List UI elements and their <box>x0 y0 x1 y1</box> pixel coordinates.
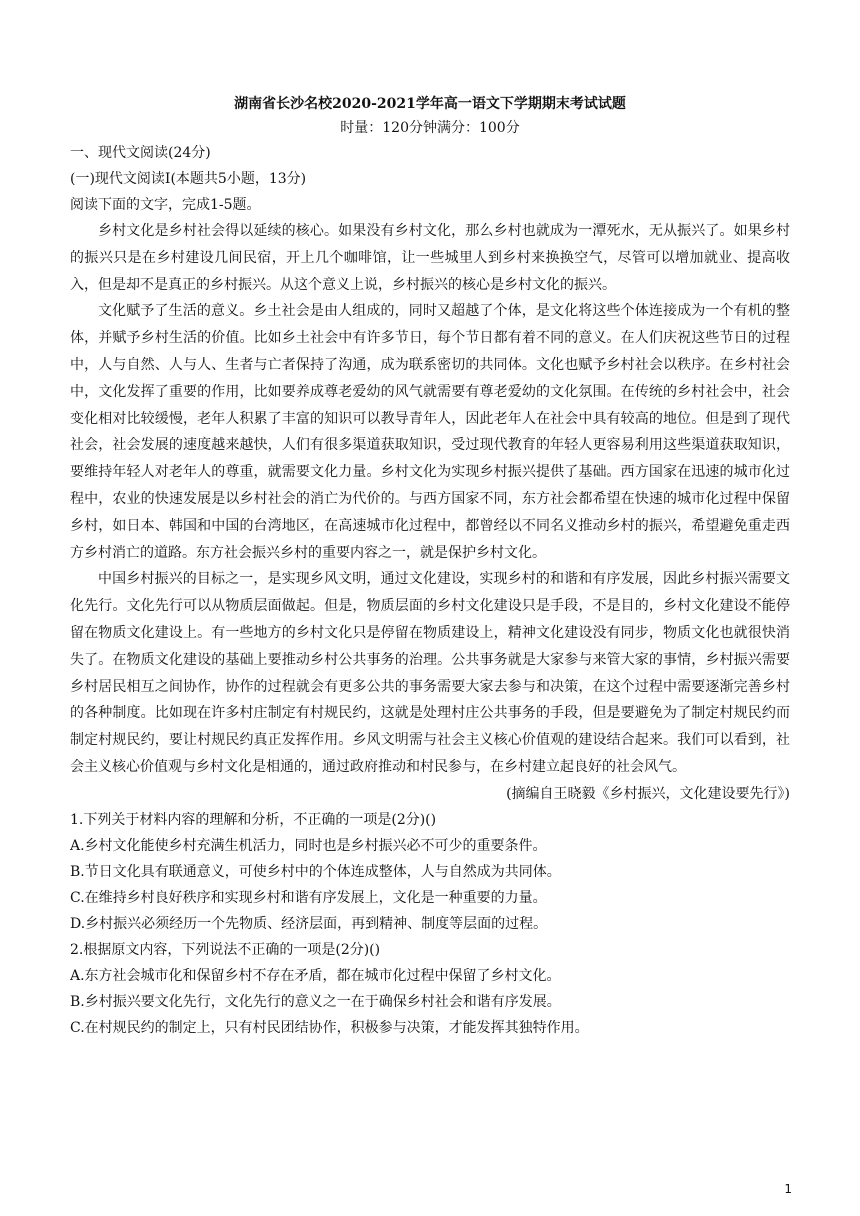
subsection-heading: (一)现代文阅读Ⅰ(本题共5小题，13分) <box>70 171 307 187</box>
option-a: A.东方社会城市化和保留乡村不存在矛盾，都在城市化过程中保留了乡村文化。 <box>70 967 561 984</box>
option-c: C.在村规民约的制定上，只有村民团结协作，积极参与决策，才能发挥其独特作用。 <box>70 1019 589 1036</box>
document-title: 湖南省长沙名校2020-2021学年高一语文下学期期末考试试题 <box>234 96 626 112</box>
option-d: D.乡村振兴必须经历一个先物质、经济层面，再到精神、制度等层面的过程。 <box>70 915 548 932</box>
option-c: C.在维持乡村良好秩序和实现乡村和谐有序发展上，文化是一种重要的力量。 <box>70 889 547 906</box>
section-heading: 一、现代文阅读(24分) <box>70 145 211 161</box>
option-b: B.节日文化具有联通意义，可使乡村中的个体连成整体，人与自然成为共同体。 <box>70 863 561 880</box>
question-2 <box>70 937 790 1041</box>
passage-paragraph: 乡村文化是乡村社会得以延续的核心。如果没有乡村文化，那么乡村也就成为一潭死水，无从振兴了。如果乡村的振兴只是在乡村建设几间民宿，开上几个咖啡馆，让一些城里人到乡村来换换空气，尽管可以增加就业、提高收入，但是却不是真正的乡村振兴。从这个意义上说，乡村振兴的核心是乡村文化的振兴。 <box>70 223 790 293</box>
question-1 <box>70 807 790 937</box>
option-a: A.乡村文化能使乡村充满生机活力，同时也是乡村振兴必不可少的重要条件。 <box>70 837 547 854</box>
question-stem: 2.根据原文内容，下列说法不正确的一项是(2分)() <box>70 941 381 958</box>
option-b: B.乡村振兴要文化先行，文化先行的意义之一在于确保乡村社会和谐有序发展。 <box>70 993 561 1010</box>
question-stem: 1.下列关于材料内容的理解和分析，不正确的一项是(2分)() <box>70 811 437 828</box>
passage-paragraph: 中国乡村振兴的目标之一，是实现乡风文明，通过文化建设，实现乡村的和谐和有序发展，因此乡村振兴需要文化先行。文化先行可以从物质层面做起。但是，物质层面的乡村文化建设只是手段，不是目的，乡村文化建设不能停留在物质文化建设上。有一些地方的乡村文化只是停留在物质建设上，精神文化建设没有同步，物质文化也就很快消失了。在物质文化建设的基础上要推动乡村公共事务的治理。公共事务就是大家参与来管大家的事情，乡村振兴需要乡村居民相互之间协作，协作的过程就会有更多公共的事务需要大家去参与和决策，在这个过程中需要逐渐完善乡村的各种制度。比如现在许多村庄制定有村规民约，这就是处理村庄公共事务的手段，但是要避免为了制定村规民约而制定村规民约，要让村规民约真正发挥作用。乡风文明需与社会主义核心价值观的建设结合起来。我们可以看到，社会主义核心价值观与乡村文化是相通的，通过政府推动和村民参与，在乡村建立起良好的社会风气。 <box>70 571 790 775</box>
exam-info: 时量：120分钟满分：100分 <box>340 120 520 136</box>
passage-paragraph: 文化赋予了生活的意义。乡土社会是由人组成的，同时又超越了个体，是文化将这些个体连接成为一个有机的整体，并赋予乡村生活的价值。比如乡土社会中有许多节日，每个节日都有着不同的意义。在人们庆祝这些节日的过程中，人与自然、人与人、生者与亡者保持了沟通，成为联系密切的共同体。文化也赋予乡村社会以秩序。在乡村社会中，文化发挥了重要的作用，比如要养成尊老爱幼的风气就需要有尊老爱幼的文化氛围。在传统的乡村社会中，社会变化相对比较缓慢，老年人积累了丰富的知识可以教导青年人，因此老年人在社会中具有较高的地位。但是到了现代社会，社会发展的速度越来越快，人们有很多渠道获取知识，受过现代教育的年轻人更容易利用这些渠道获取知识，要维持年轻人对老年人的尊重，就需要文化力量。乡村文化为实现乡村振兴提供了基础。西方国家在迅速的城市化过程中，农业的快速发展是以乡村社会的消亡为代价的。与西方国家不同，东方社会都希望在快速的城市化过程中保留乡村，如日本、韩国和中国的台湾地区，在高速城市化过程中，都曾经以不同名义推动乡村的振兴，希望避免重走西方乡村消亡的道路。东方社会振兴乡村的重要内容之一，就是保护乡村文化。 <box>70 303 790 561</box>
passage-source: (摘编自王晓毅《乡村振兴，文化建设要先行》) <box>506 785 790 802</box>
reading-instruction: 阅读下面的文字，完成1-5题。 <box>70 197 261 213</box>
document-content <box>70 92 790 1041</box>
page-number: 1 <box>784 1182 792 1196</box>
